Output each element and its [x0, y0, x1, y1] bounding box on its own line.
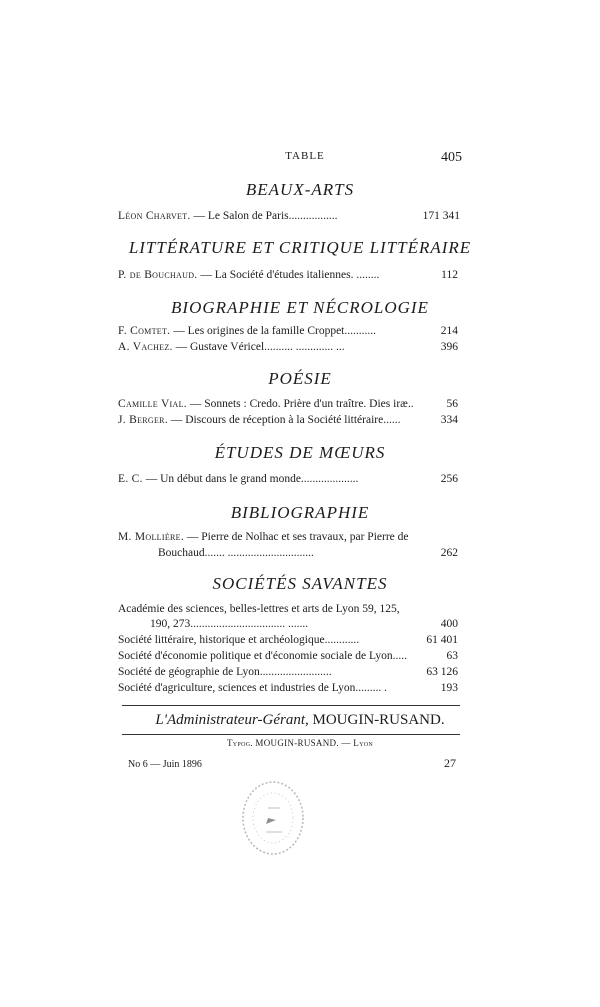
entry-author: A. Vachez. [118, 341, 173, 353]
entry-author: F. Comtet. [118, 325, 171, 337]
toc-entry [118, 268, 379, 283]
divider-rule [122, 705, 460, 706]
entry-text: — Le Salon de Paris................. [190, 210, 338, 222]
toc-entry: Société d'agriculture, sciences et industries de Lyon......... . [118, 682, 388, 694]
entry-author: P. de Bouchaud. [118, 269, 198, 281]
entry-continuation: Bouchaud....... .............................. [158, 547, 314, 559]
section-title-bibliographie: BIBLIOGRAPHIE [230, 503, 370, 522]
entry-pages: 63 [446, 650, 458, 662]
entry-pages: 63 126 [426, 666, 458, 678]
section-title-beaux-arts: BEAUX-ARTS [245, 180, 355, 199]
publisher-name: MOUGIN-RUSAND. [312, 712, 445, 728]
entry-author: Léon Charvet. [118, 210, 191, 222]
running-title: TABLE [285, 150, 325, 162]
entry-text: — Pierre de Nolhac et ses travaux, par Pierre de [184, 531, 409, 543]
entry-author: E. C. [118, 473, 143, 485]
toc-entry: Société de géographie de Lyon......................... [118, 666, 332, 678]
toc-entry [118, 413, 400, 428]
section-title-litterature: LITTÉRATURE ET CRITIQUE LITTÉRAIRE [128, 238, 472, 257]
entry-pages: 214 [440, 325, 458, 337]
publisher-role: L'Administrateur-Gérant, [155, 712, 309, 728]
entry-text: — La Société d'études italiennes. ........ [197, 269, 380, 281]
entry-author: M. Mollière. [118, 531, 184, 543]
toc-entry [118, 340, 345, 355]
entry-text: — Gustave Véricel.......... ............. ... [172, 341, 345, 353]
signature-mark: 27 [444, 756, 456, 770]
entry-pages: 61 401 [426, 634, 458, 646]
entry-pages: 334 [440, 414, 458, 426]
section-title-societes: SOCIÉTÉS SAVANTES [212, 574, 388, 593]
divider-rule [122, 734, 460, 735]
issue-line: No 6 — Juin 1896 [128, 759, 202, 770]
library-stamp-icon [238, 778, 308, 858]
toc-entry: Académie des sciences, belles-lettres et arts de Lyon 59, 125, [118, 603, 400, 615]
entry-text: — Un début dans le grand monde.................... [142, 473, 359, 485]
section-title-etudes: ÉTUDES DE MŒURS [214, 443, 386, 462]
toc-entry: Société littéraire, historique et archéologique............ [118, 634, 360, 646]
toc-entry [118, 530, 408, 545]
printer-line: Typog. MOUGIN-RUSAND. — Lyon [227, 738, 373, 748]
entry-pages: 256 [440, 473, 458, 485]
toc-entry [118, 472, 358, 487]
toc-entry [118, 397, 414, 412]
toc-entry: Société d'économie politique et d'économie sociale de Lyon..... [118, 650, 408, 662]
entry-pages: 171 341 [422, 210, 460, 222]
entry-text: — Discours de réception à la Société littéraire...... [168, 414, 401, 426]
entry-pages: 396 [440, 341, 458, 353]
entry-pages: 262 [440, 547, 458, 559]
section-title-biographie: BIOGRAPHIE ET NÉCROLOGIE [171, 298, 429, 317]
section-title-poesie: POÉSIE [268, 369, 332, 388]
entry-pages: 112 [441, 269, 458, 281]
entry-pages: 400 [440, 618, 458, 630]
entry-continuation: 190, 273................................. ....... [150, 618, 309, 630]
entry-pages: 56 [446, 398, 458, 410]
toc-entry [118, 324, 376, 339]
entry-pages: 193 [440, 682, 458, 694]
entry-author: Camille Vial. [118, 398, 187, 410]
publisher-line [120, 712, 480, 729]
toc-entry [118, 209, 338, 224]
entry-author: J. Berger. [118, 414, 168, 426]
entry-text: — Les origines de la famille Croppet........... [170, 325, 377, 337]
page-number: 405 [441, 150, 462, 165]
entry-text: — Sonnets : Credo. Prière d'un traître. Dies iræ.. [186, 398, 414, 410]
